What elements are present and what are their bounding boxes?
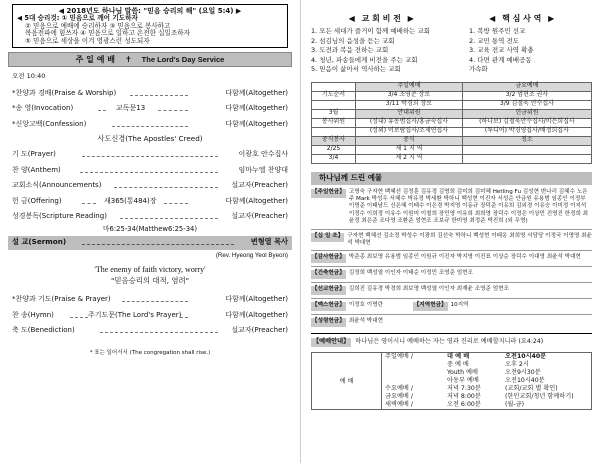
order-label: 찬 송(Hymn) [12,310,54,319]
order-detail: 주기도문(The Lord's Prayer) [88,310,182,319]
order-leader: 설교자(Preacher) [231,181,288,190]
list-item: 1. 모든 세대가 즐거이 함께 예배하는 교회 [311,27,431,36]
offering-type: 【맥스헌금】 [311,302,346,311]
offering-type: 【십 일 조】 [311,233,344,242]
table-cell: 중식 [356,136,463,145]
leader-dots [82,156,218,157]
order-detail: 교독문13 [116,104,146,113]
schedule-label: 예 배 [312,353,382,410]
schedule-times [382,353,592,410]
offering-group [311,318,592,327]
leader-dots [82,203,96,204]
offering-group [311,189,592,226]
offering-names: 김정희 백성열 이인자 이태순 이정민 조영준 엄현조 [348,270,473,277]
order-item [8,87,292,103]
leader-dots [100,332,218,333]
schedule-row: 새벽예배 / 오전 6:00분 (월-금) [385,400,525,408]
offering-group [311,270,592,279]
offering-type: 【선교헌금】 [311,286,346,295]
table-cell: 기도순서 [312,91,356,100]
offering-group [311,286,592,295]
leader-dots [120,218,218,219]
divider [311,250,592,251]
table-header: 금요예배 [462,82,591,91]
list-item: 3. 도전과 복음 전하는 교회 [311,46,389,55]
offering-heading: 하나님께 드린 예물 [311,172,592,185]
motto-subtitle: ◀ 5대 승리것: ① 믿음으로 깨어 기도하자 [17,14,138,23]
order-label: *찬양과 기도(Praise & Prayer) [12,295,111,304]
table-cell: (성내) 유동범집사/홍금숙집사 [356,118,463,127]
leader-dots [80,172,218,173]
leader-dots [82,244,234,245]
offering-type: 【감사헌금】 [311,254,346,263]
table-cell: (하나보) 김철욱안수집사/이은희집사 [462,118,591,127]
service-title-en: The Lord's Day Service [141,54,225,64]
list-item: 4. 다면 관계 예배공동 [469,55,532,64]
table-cell [312,127,356,136]
order-item [8,293,292,309]
leader-dots [158,110,188,111]
table-cell: 3/11 박경희 장로 [356,100,463,109]
core-list [461,28,592,76]
table-header: 주일예배 [356,82,463,91]
order-leader: 설교자(Preacher) [231,326,288,335]
table-row [312,100,592,109]
sermon-title-en: 'The enemy of faith victory, worry' [94,264,206,274]
order-leader: 다함께(Altogether) [225,196,288,205]
motto-line: ② 믿음으로 예배에 승리하자 ③ 믿음으로 봉사하고 [25,21,171,30]
order-label: *신앙고백(Confession) [12,119,87,128]
schedule-row: 아동부 예배 오전10시40분 [447,377,545,385]
list-item: 4. 청년, 파송들에게 비전을 주는 교회 [311,55,418,64]
order-leader: 임마누엘 찬양대 [238,165,288,174]
verse-label: 【예배안내】 [313,338,350,346]
table-row [312,82,592,91]
list-item: 가속화 [469,65,488,74]
offering-names: 구자현 백혜선 김소정 박성수 이광희 김선숙 박하니 백성현 이태옹 최희영 서담당 이정국 이명영 최윤석 박대현 [347,232,592,246]
table-row [312,136,592,145]
bulletin-right-page [300,0,600,463]
offering-names: 10지역 [450,302,469,309]
sermon-preacher: 변형열 목사 [250,236,288,246]
vision-list [311,28,461,76]
offering-type: 【지역헌금】 [413,302,448,311]
list-item: 2. 섬김님의 음성을 듣는 교회 [311,36,395,45]
table-row [312,118,592,127]
offering-list [311,189,592,328]
scripture-reference: 마6:25-34(Matthew6:25-34) [102,224,197,233]
serving-table [311,82,592,164]
table-cell: 중식봉사 [312,136,356,145]
sermon-row [8,236,292,250]
sermon-title-ko: "믿음승리의 대적, 염려" [110,275,190,285]
order-label: 헌 금(Offering) [12,196,62,205]
table-cell: 3/2 엄현조 권사 [462,91,591,100]
offering-type: 【건축헌금】 [311,270,346,279]
divider [311,314,592,315]
order-leader: 다함께(Altogether) [225,88,288,97]
divider [311,229,592,230]
order-item [8,309,292,325]
order-leader: 다함께(Altogether) [225,104,288,113]
table-cell: 봉사위원 [312,118,356,127]
order-label: 축 도(Benediction) [12,326,75,335]
offering-type: 【주일헌금】 [311,189,346,198]
standing-note: * 표는 일어서서 (The congregation shall rise.) [89,349,211,356]
table-row [312,109,592,118]
table-row [312,154,592,163]
order-label: 기 도(Prayer) [12,150,56,159]
order-leader: 다함께(Altogether) [225,119,288,128]
order-item [8,179,292,195]
service-header [8,52,292,67]
leader-dots [122,301,188,302]
section-headings [311,14,592,23]
leader-dots [98,110,106,111]
list-item: 3. 교육 전교 사역 확충 [469,46,534,55]
motto-line: ⑤ 믿음으로 세상을 이겨 영광스런 성도되자 [25,36,150,45]
leader-dots [164,203,188,204]
motto-title: ◀ 2018년도 하나님 말씀: "믿음 승리의 해" (요일 5:4) ▶ [58,7,242,15]
cross-icon: ✝ [124,55,132,65]
order-item [8,148,292,164]
offering-type: 【성령헌금】 [311,318,346,327]
order-item [8,118,292,134]
order-item [8,195,292,211]
offering-names: 이정호 이명란 [348,302,384,309]
order-item [8,324,292,340]
table-row [312,145,592,154]
table-row [312,91,592,100]
worship-schedule [311,352,592,410]
divider [311,282,592,283]
order-leader: 설교자(Preacher) [231,212,288,221]
order-item [8,210,292,226]
offering-group [311,233,592,248]
table-row [312,353,592,410]
order-leader: 이광호 안수집사 [238,150,288,159]
schedule-row: 주일예배 / 대 예 배 오전10시40분 [385,353,547,361]
offering-group [311,302,592,311]
offering-names: 김희진 김유경 박경희 최보영 백성열 이인자 최재윤 조영준 엄현조 [348,286,509,293]
table-cell: 3/9 김철욱 안수집사 [462,100,591,109]
table-cell: (투디어) 박경영집사/배정희집사 [462,127,591,136]
order-item [8,164,292,180]
vision-block [311,28,592,76]
table-cell: 헌금위원 [462,109,591,118]
order-leader: 다함께(Altogether) [225,295,288,304]
table-cell: 청소 [462,136,591,145]
sermon-preacher-en: (Rev. Hyeong Yeol Byeon) [215,251,288,259]
order-label: *찬양과 경배(Praise & Worship) [12,88,117,97]
leader-dots [70,317,88,318]
leader-dots [130,95,188,96]
core-heading: ◀ 핵 심 사 역 ▶ [489,14,555,23]
motto-line: 복음전파에 힘쓰자 ④ 믿음으로 일하고 온전한 십일조하자 [25,29,190,38]
table-cell [312,100,356,109]
table-cell [462,145,591,154]
table-cell: 2/25 [312,145,356,154]
service-title: 주 일 예 배 [75,55,115,65]
vision-heading: ◀ 교 회 비 전 ▶ [348,14,414,23]
order-label: 성경봉독(Scripture Reading) [12,212,107,221]
table-cell: 3/4 조영준 장로 [356,91,463,100]
schedule-row: Youth 예배 오전9시30분 [447,369,541,377]
service-time: 오전 10:40 [12,72,46,81]
table-cell: 안내위원 [356,109,463,118]
table-cell: (성외) 이보람집사/조재연집사 [356,127,463,136]
schedule-row: 중 예 배 오후 2시 [447,361,529,369]
table-cell: 제 1 지 역 [356,145,463,154]
year-motto-box [12,4,288,48]
list-item: 2. 교민 통역 전도 [469,36,520,45]
schedule-row: 수요예배 / 저녁 7:30분 (교회/교회 별 확인) [385,385,558,393]
table-cell: 3월 [312,109,356,118]
order-detail: 새365(통484)장 [104,196,157,205]
divider [311,298,592,299]
table-cell [462,154,591,163]
leader-dots [180,317,188,318]
offering-names: 박준종 최보영 유용범 임종인 이원규 이진자 박지영 이진표 이상순 장덕수 이대영 최윤석 박대현 [348,254,581,261]
creed-line: 사도신경(The Apostles' Creed) [97,134,203,144]
list-item: 1. 복방 원주민 선교 [469,27,526,36]
schedule-row: 금요예배 / 저녁 8:00분 (한인교회/청년 함께하기) [385,393,574,400]
worship-verse [311,333,592,347]
table-cell: 제 2 지 역 [356,154,463,163]
order-label: 교회소식(Announcements) [12,181,102,190]
order-label: *송 영(Invocation) [12,104,74,113]
order-leader: 다함께(Altogether) [225,310,288,319]
order-label: 찬 양(Anthem) [12,165,61,174]
list-item: 5. 믿음이 삶아서 역사하는 교회 [311,65,401,74]
sermon-label: 설 교(Sermon) [12,236,67,246]
offering-group [311,254,592,263]
order-of-worship [8,87,292,340]
offering-names: 고명숙 구자현 백혜선 김정훈 김유경 김명희 김미희 김미혜 Hetling Fu 김성현 변나리 김혜수 노은주 Mark 박성우 서혜수 박유정 박세환 박하니 백성현 이진자 서성순 안금원 유용범 임종인 이정부 이명준 이태남드 신은혜 이태수 이은경 박지영 이동규 장덕준 이유희 김외경 이유승 이미정 이지석 이정수 이희정 이유수 이원미 이철희 장민영 이유희 최희영 장덕수 이정은 이상민 진명진 한정희 최윤정 최은준 조다영 조환준 엄현조 조보규 한미영 최정준 박진희 (외 무명) [348,188,589,225]
verse-text: 하나님은 영이시니 예배하는 자는 영과 진리로 예배할지니라 (요4:24) [355,338,544,346]
order-item [8,102,292,118]
offering-names: 최윤석 박대현 [348,318,384,325]
table-row [312,127,592,136]
table-cell: 3/4 [312,154,356,163]
leader-dots [114,187,218,188]
divider [311,266,592,267]
leader-dots [112,126,188,127]
